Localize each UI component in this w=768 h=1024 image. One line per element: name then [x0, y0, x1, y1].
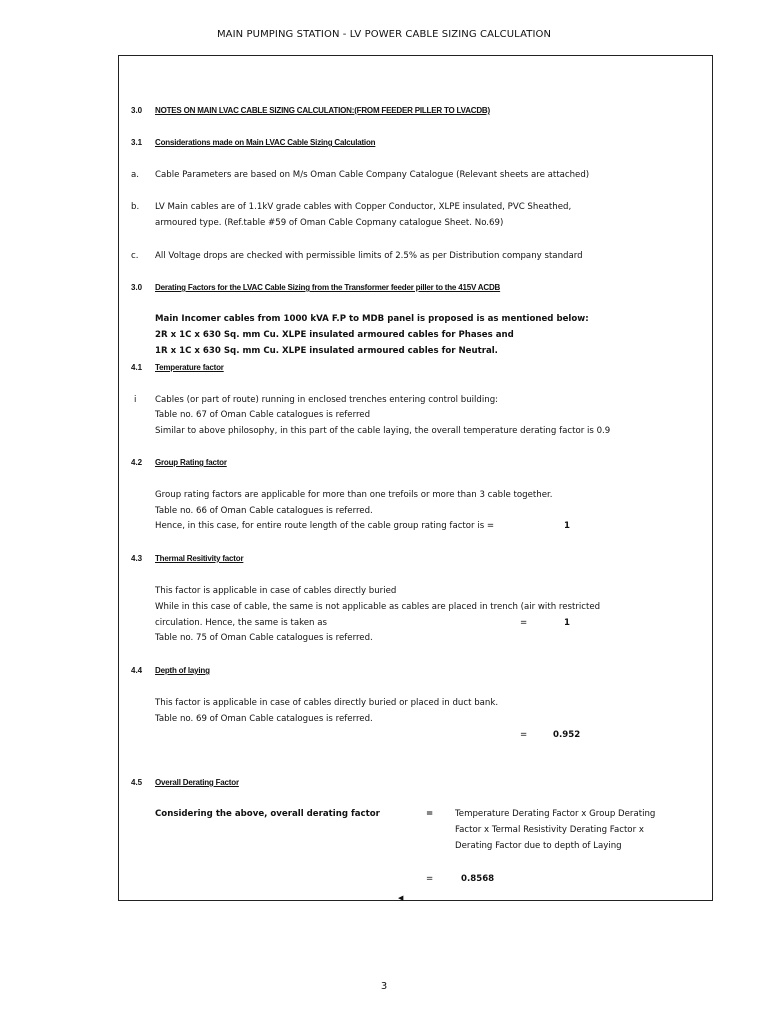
- section-number: 4.4: [131, 666, 143, 675]
- body-line: Cables (or part of route) running in enclosed trenches entering control building:: [155, 395, 499, 405]
- section-title: Group Rating factor: [155, 458, 227, 467]
- page-header: MAIN PUMPING STATION - LV POWER CABLE SIZING CALCULATION: [216, 29, 552, 40]
- section-number: 3.0: [131, 283, 143, 292]
- item-label: c.: [131, 251, 139, 261]
- equals-sign: =: [520, 618, 528, 628]
- formula-line: Factor x Termal Resistivity Derating Factor x: [455, 825, 644, 835]
- arrow-marker-icon: ◀: [398, 894, 404, 902]
- content-frame: [118, 55, 713, 901]
- factor-value: 1: [564, 618, 570, 628]
- section-title: Derating Factors for the LVAC Cable Sizing from the Transformer feeder piller to the 415V ACDB: [155, 283, 501, 292]
- factor-value: 1: [564, 521, 570, 531]
- equals-sign: =: [426, 874, 434, 884]
- body-line: Table no. 75 of Oman Cable catalogues is referred.: [155, 633, 373, 643]
- item-label: a.: [131, 170, 139, 180]
- section-title: Depth of laying: [155, 666, 210, 675]
- section-title: Overall Derating Factor: [155, 778, 239, 787]
- section-number: 4.1: [131, 363, 143, 372]
- section-number: 4.2: [131, 458, 143, 467]
- body-line: While in this case of cable, the same is not applicable as cables are placed in trench (air with restricted: [155, 602, 601, 612]
- section-number: 4.3: [131, 554, 143, 563]
- section-number: 3.1: [131, 138, 143, 147]
- page-number: 3: [380, 981, 388, 992]
- section-title: Temperature factor: [155, 363, 224, 372]
- body-line: Hence, in this case, for entire route length of the cable group rating factor is =: [155, 521, 495, 531]
- factor-value: 0.952: [553, 730, 581, 740]
- overall-label: Considering the above, overall derating factor: [155, 809, 380, 819]
- item-text: LV Main cables are of 1.1kV grade cables with Copper Conductor, XLPE insulated, PVC Sheathed,: [155, 202, 572, 212]
- equals-sign: =: [426, 809, 434, 819]
- body-line: This factor is applicable in case of cables directly buried: [155, 586, 397, 596]
- item-text: Cable Parameters are based on M/s Oman Cable Company Catalogue (Relevant sheets are attached): [155, 170, 590, 180]
- result-value: 0.8568: [461, 874, 495, 884]
- body-line: Table no. 66 of Oman Cable catalogues is referred.: [155, 506, 373, 516]
- body-line: Group rating factors are applicable for more than one trefoils or more than 3 cable together.: [155, 490, 553, 500]
- section-title: NOTES ON MAIN LVAC CABLE SIZING CALCULATION:(FROM FEEDER PILLER TO LVACDB): [155, 106, 490, 115]
- incomer-line: Main Incomer cables from 1000 kVA F.P to MDB panel is proposed is as mentioned below:: [155, 314, 589, 324]
- section-title: Considerations made on Main LVAC Cable Sizing Calculation: [155, 138, 376, 147]
- section-number: 4.5: [131, 778, 143, 787]
- body-line: This factor is applicable in case of cables directly buried or placed in duct bank.: [155, 698, 499, 708]
- body-line: Similar to above philosophy, in this part of the cable laying, the overall temperature derating factor is 0.9: [155, 426, 611, 436]
- body-line: circulation. Hence, the same is taken as: [155, 618, 327, 628]
- item-label: b.: [131, 202, 140, 212]
- section-number: 3.0: [131, 106, 143, 115]
- body-line: Table no. 69 of Oman Cable catalogues is referred.: [155, 714, 373, 724]
- section-title: Thermal Resitivity factor: [155, 554, 244, 563]
- incomer-line: 2R x 1C x 630 Sq. mm Cu. XLPE insulated armoured cables for Phases and: [155, 330, 514, 340]
- item-text: armoured type. (Ref.table #59 of Oman Cable Copmany catalogue Sheet. No.69): [155, 218, 504, 228]
- formula-line: Temperature Derating Factor x Group Derating: [455, 809, 656, 819]
- body-line: Table no. 67 of Oman Cable catalogues is referred: [155, 410, 371, 420]
- equals-sign: =: [520, 730, 528, 740]
- incomer-line: 1R x 1C x 630 Sq. mm Cu. XLPE insulated armoured cables for Neutral.: [155, 346, 498, 356]
- item-text: All Voltage drops are checked with permissible limits of 2.5% as per Distribution company standard: [155, 251, 583, 261]
- formula-line: Derating Factor due to depth of Laying: [455, 841, 622, 851]
- item-label: i: [134, 395, 137, 405]
